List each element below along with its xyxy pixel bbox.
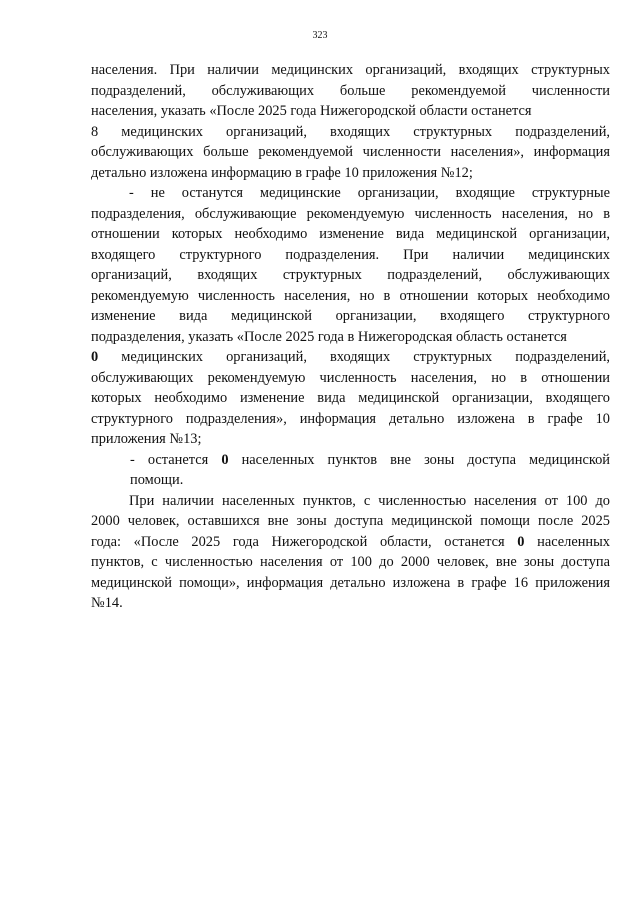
text-line: изменение вида медицинской организации, входящего структурного (91, 308, 610, 324)
text-line (91, 450, 610, 471)
text-line: приложения №13; (91, 431, 202, 447)
text-line: помощи. (130, 472, 184, 488)
text-fragment: - останется (130, 451, 222, 468)
text-line: детально изложена информацию в графе 10 приложения №12; (91, 164, 473, 181)
count-value: 0 (221, 451, 229, 468)
text-line: медицинской помощи», информация детально изложена в графе 16 приложения (91, 574, 610, 591)
text-line: структурного подразделения», информация детально изложена в графе 10 (91, 410, 610, 427)
text-line: населения. При наличии медицинских организаций, входящих структурных (91, 62, 610, 78)
text-line: №14. (91, 595, 123, 611)
count-value: 0 (517, 533, 525, 550)
text-line: пунктов, с численностью населения от 100 до 2000 человек, вне зоны доступа (91, 554, 610, 570)
count-value: 0 (91, 349, 99, 365)
text-fragment: населенных (524, 533, 610, 550)
text-line: которых необходимо изменение вида медицинской организации, входящего (91, 390, 610, 406)
text-line: организаций, входящих структурных подразделений, обслуживающих (91, 267, 610, 283)
text-line: 2000 человек, оставшихся вне зоны доступа медицинской помощи после 2025 (91, 513, 610, 529)
text-line: При наличии населенных пунктов, с численностью населения от 100 до (129, 492, 610, 509)
text-line: рекомендуемую численность населения, но в отношении которых необходимо (91, 287, 610, 304)
document-body (91, 60, 610, 614)
text-line: обслуживающих рекомендуемую численность населения, но в отношении (91, 369, 610, 386)
text-fragment: медицинских организаций, входящих структурных подразделений, (98, 349, 610, 365)
text-line (91, 532, 610, 553)
text-line: входящего структурного подразделения. При наличии медицинских (91, 246, 610, 263)
text-fragment: населенных пунктов вне зоны доступа медицинской (228, 451, 611, 468)
text-line: населения, указать «После 2025 года Нижегородской области останется (91, 103, 532, 119)
text-line: подразделений, обслуживающих больше рекомендуемой численности (91, 82, 610, 99)
text-line: - не останутся медицинские организации, входящие структурные (129, 185, 610, 201)
text-line: 8 медицинских организаций, входящих структурных подразделений, (91, 123, 610, 140)
text-line: подразделения, указать «После 2025 года в Нижегородская область останется (91, 328, 567, 345)
text-line: отношении которых необходимо изменение вида медицинской организации, (91, 226, 610, 242)
text-line: подразделения, обслуживающие рекомендуемую численность населения, но в (91, 205, 610, 222)
text-line (91, 347, 610, 368)
text-line: обслуживающих больше рекомендуемой численности населения», информация (91, 144, 610, 160)
text-fragment: года: «После 2025 года Нижегородской области, останется (91, 533, 518, 550)
page-number: 323 (312, 30, 328, 41)
